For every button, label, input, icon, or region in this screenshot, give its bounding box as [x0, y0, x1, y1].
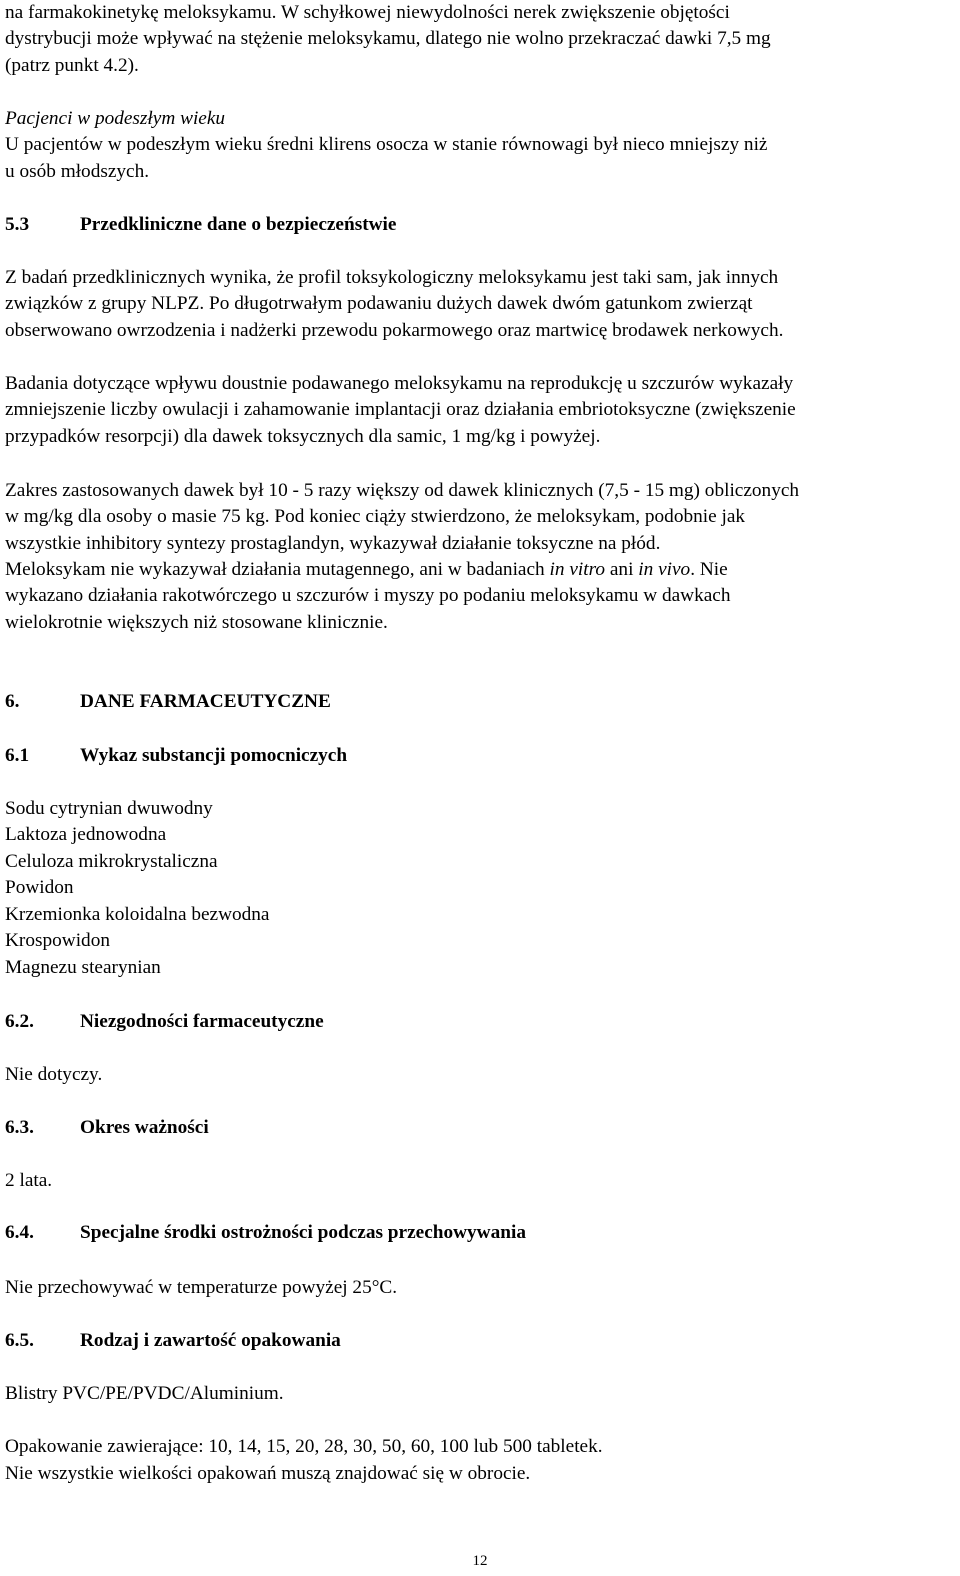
- text-run: Meloksykam nie wykazywał działania mutagennego, ani w badaniach: [5, 559, 550, 580]
- section-title: Wykaz substancji pomocniczych: [80, 745, 348, 766]
- body-text-line: wykazano działania rakotwórczego u szczurów i myszy po podaniu meloksykamu w dawkach: [5, 585, 731, 606]
- body-text-line: dystrybucji może wpływać na stężenie meloksykamu, dlatego nie wolno przekraczać dawki 7,5 mg: [5, 28, 771, 49]
- section-heading-5-3: [5, 212, 396, 239]
- text-run: ani: [605, 559, 639, 580]
- body-text-line: Badania dotyczące wpływu doustnie podawanego meloksykamu na reprodukcję u szczurów wykazały: [5, 373, 794, 394]
- list-item: Magnezu stearynian: [5, 957, 161, 978]
- list-item: Krospowidon: [5, 930, 110, 951]
- body-text-line: Z badań przedklinicznych wynika, że profil toksykologiczny meloksykamu jest taki sam, jak innych: [5, 267, 779, 288]
- body-text-line: Nie dotyczy.: [5, 1064, 103, 1085]
- section-number: 6.4.: [5, 1222, 34, 1243]
- section-heading-6-4: [5, 1220, 526, 1247]
- section-number: 5.3: [5, 214, 30, 235]
- body-text-line: Zakres zastosowanych dawek był 10 - 5 razy większy od dawek klinicznych (7,5 - 15 mg) obliczonych: [5, 480, 800, 501]
- list-item: Laktoza jednowodna: [5, 824, 167, 845]
- section-heading-6-3: [5, 1115, 209, 1142]
- section-title: DANE FARMACEUTYCZNE: [80, 691, 331, 712]
- body-text-line: 2 lata.: [5, 1170, 53, 1191]
- text-run: . Nie: [690, 559, 728, 580]
- list-item: Krzemionka koloidalna bezwodna: [5, 904, 270, 925]
- section-title: Niezgodności farmaceutyczne: [80, 1011, 324, 1032]
- list-item: Sodu cytrynian dwuwodny: [5, 798, 213, 819]
- body-text-line: Blistry PVC/PE/PVDC/Aluminium.: [5, 1383, 284, 1404]
- body-text-line: obserwowano owrzodzenia i nadżerki przewodu pokarmowego oraz martwicę brodawek nerkowych.: [5, 320, 784, 341]
- section-number: 6.: [5, 691, 20, 712]
- body-text-line: wielokrotnie większych niż stosowane klinicznie.: [5, 612, 388, 633]
- body-text-line: Nie przechowywać w temperaturze powyżej 25°C.: [5, 1277, 398, 1298]
- body-text-line: zmniejszenie liczby owulacji i zahamowanie implantacji oraz działania embriotoksyczne (zwiększenie: [5, 399, 796, 420]
- body-text-line: (patrz punkt 4.2).: [5, 55, 139, 76]
- body-text-line: u osób młodszych.: [5, 161, 150, 182]
- list-item: Powidon: [5, 877, 74, 898]
- body-text-line: przypadków resorpcji) dla dawek toksycznych dla samic, 1 mg/kg i powyżej.: [5, 426, 601, 447]
- section-heading-6-5: [5, 1328, 341, 1355]
- text-run-italic: in vivo: [638, 559, 691, 580]
- body-text-line: U pacjentów w podeszłym wieku średni klirens osocza w stanie równowagi był nieco mniejszy niż: [5, 134, 768, 155]
- body-text-line: Nie wszystkie wielkości opakowań muszą znajdować się w obrocie.: [5, 1463, 531, 1484]
- section-heading-6-2: [5, 1009, 324, 1036]
- section-number: 6.3.: [5, 1117, 34, 1138]
- list-item: Celuloza mikrokrystaliczna: [5, 851, 218, 872]
- body-text-line: wszystkie inhibitory syntezy prostaglandyn, wykazywał działanie toksyczne na płód.: [5, 533, 661, 554]
- body-text-line: Opakowanie zawierające: 10, 14, 15, 20, 28, 30, 50, 60, 100 lub 500 tabletek.: [5, 1436, 603, 1457]
- section-number: 6.2.: [5, 1011, 34, 1032]
- section-title: Przedkliniczne dane o bezpieczeństwie: [80, 214, 397, 235]
- section-title: Okres ważności: [80, 1117, 209, 1138]
- body-text-line: związków z grupy NLPZ. Po długotrwałym podawaniu dużych dawek dwóm gatunkom zwierząt: [5, 293, 753, 314]
- section-heading-6-1: [5, 743, 347, 770]
- section-number: 6.5.: [5, 1330, 34, 1351]
- body-text-line: na farmakokinetykę meloksykamu. W schyłkowej niewydolności nerek zwiększenie objętości: [5, 2, 730, 23]
- section-title: Specjalne środki ostrożności podczas przechowywania: [80, 1222, 526, 1243]
- page-number: 12: [472, 1553, 488, 1569]
- body-text-line: w mg/kg dla osoby o masie 75 kg. Pod koniec ciąży stwierdzono, że meloksykam, podobnie jak: [5, 506, 746, 527]
- body-text-line: [5, 557, 728, 584]
- section-number: 6.1: [5, 745, 30, 766]
- section-title: Rodzaj i zawartość opakowania: [80, 1330, 341, 1351]
- text-run-italic: in vitro: [549, 559, 606, 580]
- section-heading-6: [5, 689, 331, 716]
- subsection-title: Pacjenci w podeszłym wieku: [5, 108, 226, 129]
